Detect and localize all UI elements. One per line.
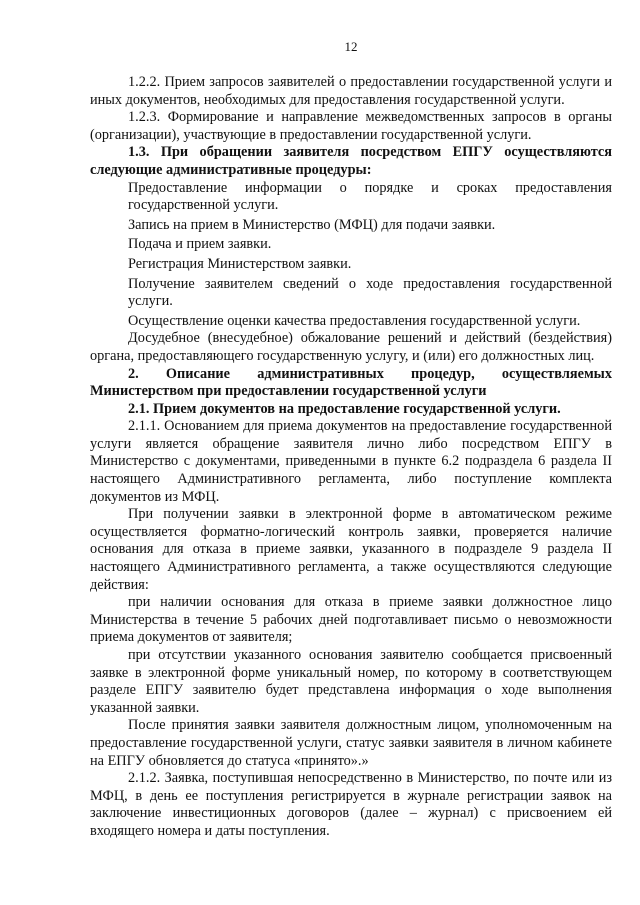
heading-section-2: 2. Описание административных процедур, осуществляемых Министерством при предоставлении государственной услуги [90, 365, 612, 400]
heading-1-3: 1.3. При обращении заявителя посредством ЕПГУ осуществляются следующие административные процедуры: [90, 144, 612, 178]
page-number: 12 [344, 39, 358, 54]
paragraph-2-1-2: 2.1.2. Заявка, поступившая непосредственно в Министерство, по почте или из МФЦ, в день ее поступления регистрируется в журнале регистрации заявок на заключение инвестиционных договоров (далее – журнал) с присвоением ей входящего номера и даты поступления. [90, 770, 612, 839]
procedure-item-appeal: Досудебное (внесудебное) обжалование решений и действий (бездействия) органа, предоставляющего государственную услугу, и (или) его должностных лиц. [90, 330, 612, 364]
paragraph-1-2-2: 1.2.2. Прием запросов заявителей о предоставлении государственной услуги и иных документов, необходимых для предоставления государственной услуги. [90, 74, 612, 108]
paragraph-electronic-form: При получении заявки в электронной форме в автоматическом режиме осуществляется форматно-логический контроль заявки, проверяется наличие основания для отказа в приеме заявки, указанного в подразделе 9 раздела II настоящего Административного регламента, а также осуществляются следующие действия: [90, 506, 612, 593]
procedure-item-appointment: Запись на прием в Министерство (МФЦ) для подачи заявки. [128, 216, 496, 233]
paragraph-1-2-3: 1.2.3. Формирование и направление межведомственных запросов в органы (организации), участвующие в предоставлении государственной услуги. [90, 109, 612, 143]
paragraph-2-1-1: 2.1.1. Основанием для приема документов на предоставление государственной услуги является обращение заявителя лично либо посредством ЕПГУ в Министерство с документами, приведенными в пункте 6.2 подраздела 6 раздела II настоящего Административного регламента, либо поступление комплекта документов из МФЦ. [90, 418, 612, 505]
heading-2-1: 2.1. Прием документов на предоставление государственной услуги. [128, 400, 561, 417]
paragraph-refusal: при наличии основания для отказа в приеме заявки должностное лицо Министерства в течение 5 рабочих дней подготавливает письмо о невозможности приема документов от заявителя; [90, 594, 612, 646]
paragraph-status-accepted: После принятия заявки заявителя должностным лицом, уполномоченным на предоставление государственной услуги, статус заявки заявителя в личном кабинете на ЕПГУ обновляется до статуса «принято».» [90, 717, 612, 769]
procedure-item-registration: Регистрация Министерством заявки. [128, 255, 352, 272]
paragraph-unique-number: при отсутствии указанного основания заявителю сообщается присвоенный заявке в электронной форме уникальный номер, по которому в соответствующем разделе ЕПГУ заявителю будет представлена информация о ходе выполнения указанной заявки. [90, 647, 612, 716]
procedure-item-info: Предоставление информации о порядке и сроках предоставления государственной услуги. [128, 179, 612, 214]
procedure-item-status: Получение заявителем сведений о ходе предоставления государственной услуги. [128, 275, 612, 310]
procedure-item-quality: Осуществление оценки качества предоставления государственной услуги. [128, 312, 581, 329]
procedure-item-submission: Подача и прием заявки. [128, 236, 272, 253]
